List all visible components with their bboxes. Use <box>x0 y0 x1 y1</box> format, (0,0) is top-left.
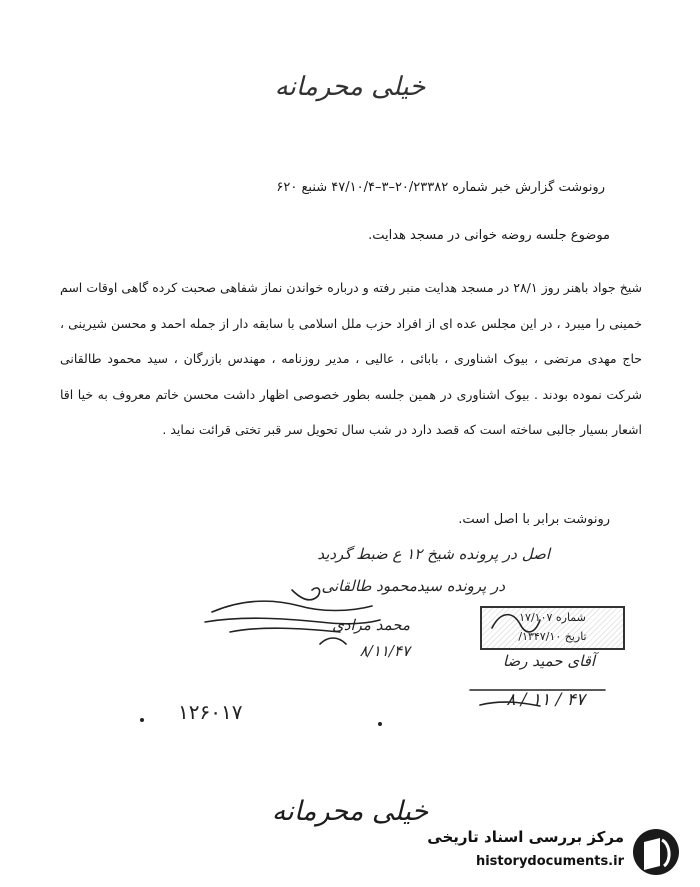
ink-dot <box>140 718 144 722</box>
body-paragraph: شیخ جواد باهنر روز ۲۸/۱ در مسجد هدایت منبر رفته و درباره خواندن نماز شفاهی صحبت کرده گاهی اوقات اسم خمینی را میبرد ، در این مجلس عده ای از افراد حزب ملل اسلامی با سابقه دار از جمله احمد و محسن شیرینی ، حاج مهدی مرتضی ، بیوک اشناوری ، بابائی ، عالیی ، مدیر روزنامه ، مهندس بازرگان ، سید محمود طالقانی شرکت نموده بودند . بیوک اشناوری در همین جلسه بطور خصوصی اظهار داشت محسن خاتم معروف به خیا اقا اشعار بسیار جالبی ساخته است که قصد دارد در شب سال تحویل سر قبر تختی قرائت نماید . <box>60 280 643 437</box>
bottom-confidential-stamp: خیلی محرمانه <box>271 796 429 827</box>
signature-stroke <box>292 588 320 600</box>
signature-stroke <box>212 601 372 612</box>
watermark-title: مرکز بررسی اسناد تاریخی <box>427 828 624 846</box>
reference-number: ۱۲۶۰۱۷ <box>178 700 243 724</box>
handwritten-note-name: محمد مرادی <box>332 616 410 634</box>
handwritten-date-right: ۸ / ۱۱ / ۴۷ <box>506 690 585 710</box>
watermark <box>427 822 688 880</box>
archive-logo-icon <box>630 826 682 878</box>
ink-dot <box>378 722 382 726</box>
signature-stroke <box>320 638 346 644</box>
top-confidential-stamp: خیلی محرمانه <box>274 72 426 102</box>
receipt-stamp-date: تاریخ ۱۳۴۷/۱۰/ <box>518 630 587 643</box>
copy-certification-line: رونوشت برابر با اصل است. <box>458 512 610 527</box>
handwritten-note-date: ۸/۱۱/۴۷ <box>359 642 410 660</box>
handwritten-note-file: در پرونده سیدمحمود طالقانی <box>321 577 505 595</box>
signature-stroke <box>230 628 340 632</box>
receipt-stamp-number: شماره ۱۷/۱۰۷ <box>519 611 586 624</box>
handwritten-note-archive: اصل در پرونده شیخ ۱۲ ع ضبط گردید <box>317 545 550 563</box>
handwritten-signature-name: آقای حمید رضا <box>502 652 595 670</box>
report-header-line: رونوشت گزارش خبر شماره ۲۰/۲۳۳۸۲–۳–۴۷/۱۰/۴ شنبع ۶۲۰ <box>276 180 605 195</box>
watermark-url: historydocuments.ir <box>475 854 624 869</box>
report-body <box>60 270 642 448</box>
subject-line: موضوع جلسه روضه خوانی در مسجد هدایت. <box>368 228 610 243</box>
receipt-stamp <box>480 606 625 650</box>
